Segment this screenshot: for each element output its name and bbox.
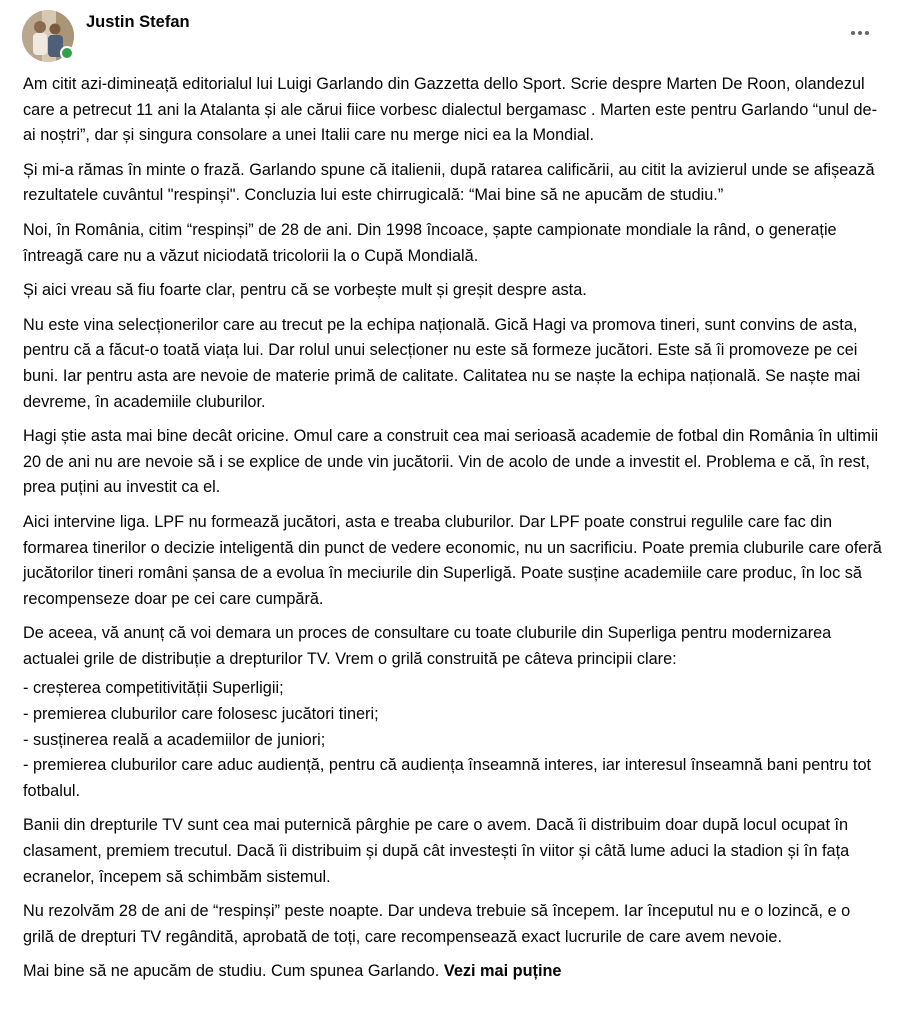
paragraph: Aici intervine liga. LPF nu formează jucători, asta e treaba cluburilor. Dar LPF poate construi regulile care fac din formarea tinerilor o decizie inteligentă din punct de vedere economic, nu un sacrificiu. Poate premia cluburile care oferă jucătorilor tineri români șansa de a evolua în meciurile din Superligă. Poate susține academiile care produc, în loc să recompenseze doar pe cei care cumpără.	[23, 512, 882, 608]
principles-list	[23, 676, 885, 804]
more-options-icon[interactable]	[844, 22, 876, 44]
paragraph: Banii din drepturile TV sunt cea mai puternică pârghie pe care o avem. Dacă îi distribuim doar după locul ocupat în clasament, premiem trecutul. Dacă îi distribuim și după cât investești în viitor și câtă lume aduci la stadion și în fața ecranelor, începem să schimbăm sistemul.	[23, 816, 850, 886]
list-item: - susținerea reală a academiilor de juniori;	[23, 730, 326, 749]
dot	[865, 31, 869, 35]
list-item: - premierea cluburilor care folosesc jucători tineri;	[23, 705, 379, 724]
last-line: Mai bine să ne apucăm de studiu. Cum spunea Garlando.	[23, 962, 440, 981]
post-text	[23, 72, 885, 994]
see-less-link[interactable]: Vezi mai puține	[443, 962, 562, 981]
online-status-icon	[60, 46, 74, 60]
paragraph: Hagi știe asta mai bine decât oricine. Omul care a construit cea mai serioasă academie de fotbal din România în ultimii 20 de ani nu are nevoie să i se explice de unde vin jucătorii. Vin de acolo de unde a investit el. Problema e că, în rest, prea puțini au investit ca el.	[23, 427, 879, 497]
list-item: - premierea cluburilor care aduc audiență, pentru că audiența înseamnă interes, iar interesul înseamnă bani pentru tot fotbalul.	[23, 756, 872, 800]
paragraph: De aceea, vă anunț că voi demara un proces de consultare cu toate cluburile din Superliga pentru modernizarea actualei grile de distribuție a drepturilor TV. Vrem o grilă construită pe câteva principii clare:	[23, 624, 832, 668]
paragraph: Nu rezolvăm 28 de ani de “respinși” peste noapte. Dar undeva trebuie să începem. Iar începutul nu e o lozincă, e o grilă de drepturi TV regândită, aprobată de toți, care recompensează exact lucrurile de care avem nevoie.	[23, 902, 851, 946]
paragraph: Și aici vreau să fiu foarte clar, pentru că se vorbește mult și greșit despre asta.	[23, 281, 587, 300]
dot	[851, 31, 855, 35]
dot	[858, 31, 862, 35]
paragraph: Am citit azi-dimineață editorialul lui Luigi Garlando din Gazzetta dello Sport. Scrie despre Marten De Roon, olandezul care a petrecut 11 ani la Atalanta și ale cărui fiice vorbesc dialectul bergamasc . Marten este pentru Garlando “unul de-ai noștri”, dar și singura consolare a unei Italii care nu merge nici ea la Mondial.	[23, 75, 878, 145]
list-item: - creșterea competitivității Superligii;	[23, 679, 284, 698]
post-header	[0, 0, 900, 70]
paragraph: Noi, în România, citim “respinși” de 28 de ani. Din 1998 încoace, șapte campionate mondiale la rând, o generație întreagă care nu a văzut niciodată tricolorii la o Cupă Mondială.	[23, 220, 837, 265]
paragraph: Nu este vina selecționerilor care au trecut pe la echipa națională. Gică Hagi va promova tineri, sunt convins de asta, pentru că a făcut-o toată viața lui. Dar rolul unui selecționer nu este să formeze jucători. Este să îi promoveze pe cei buni. Iar pentru asta are nevoie de materie primă de calitate. Calitatea nu se naște la echipa națională. Se naște mai devreme, în academiile cluburilor.	[23, 315, 861, 411]
author-name[interactable]: Justin Stefan	[86, 13, 190, 31]
last-paragraph	[23, 959, 885, 985]
paragraph: Și mi-a rămas în minte o frază. Garlando spune că italienii, după ratarea calificării, au citit la avizierul unde se afișează rezultatele cuvântul "respinși". Concluzia lui este chirrugicală: “Mai bine să ne apucăm de studiu.”	[23, 160, 875, 205]
